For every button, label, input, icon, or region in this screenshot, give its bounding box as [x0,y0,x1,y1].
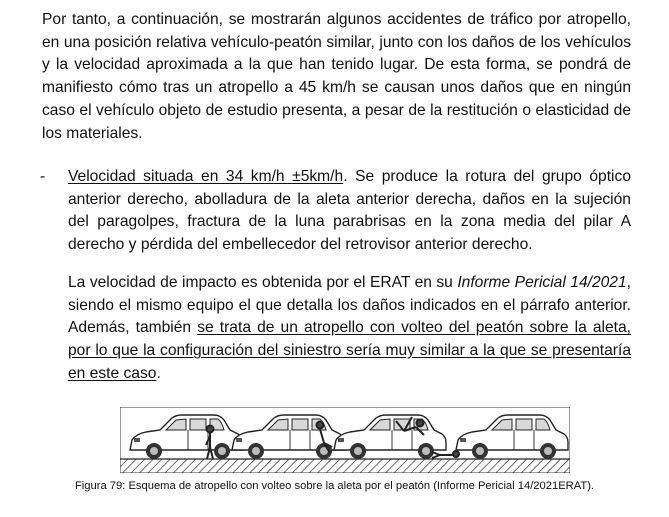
impact-speed-paragraph [68,272,631,386]
speed-label: Velocidad situada en 34 km/h ±5km/h [68,168,344,185]
speed-bullet-paragraph [68,166,631,257]
intro-paragraph: Por tanto, a continuación, se mostrarán algunos accidentes de tráfico por atropello, en una posición relativa vehículo-peatón similar, junto con los daños de los vehículos y la velocidad aproximada a la que han tenido lugar. De esta forma, se pondrá de manifiesto cómo tras un atropello a 45 km/h se causan unos daños que en ningún caso el vehículo objeto de estudio presenta, a pesar de la restitución o elasticidad de los materiales. [42,11,631,142]
figure-caption: Figura 79: Esquema de atropello con volteo sobre la aleta por el peatón (Informe Pericial 14/2021ERAT). [74,480,595,492]
pedestrian-collision-diagram [120,407,570,473]
p3-part1: La velocidad de impacto es obtenida por el ERAT en su [68,274,458,291]
report-title: Informe Pericial 14/2021 [457,274,627,291]
damage-description: . Se produce la rotura del grupo óptico anterior derecho, abolladura de la aleta anterior derecha, daños en la sujeción del paragolpes, fractura de la luna parabrisas en la zona media del pilar A derecho y pérdida del embellecedor del retrovisor anterior derecho. [68,168,631,254]
p3-part2: , siendo el mismo equipo el que detalla los daños indicados en el párrafo anterior. Además, también [68,274,631,337]
underlined-conclusion: se trata de un atropello con volteo del peatón sobre la aleta, por lo que la configuración del siniestro sería muy similar a la que se presentaría en este caso [68,319,631,382]
p3-part3: . [156,364,161,382]
bullet-dash: - [40,168,46,185]
